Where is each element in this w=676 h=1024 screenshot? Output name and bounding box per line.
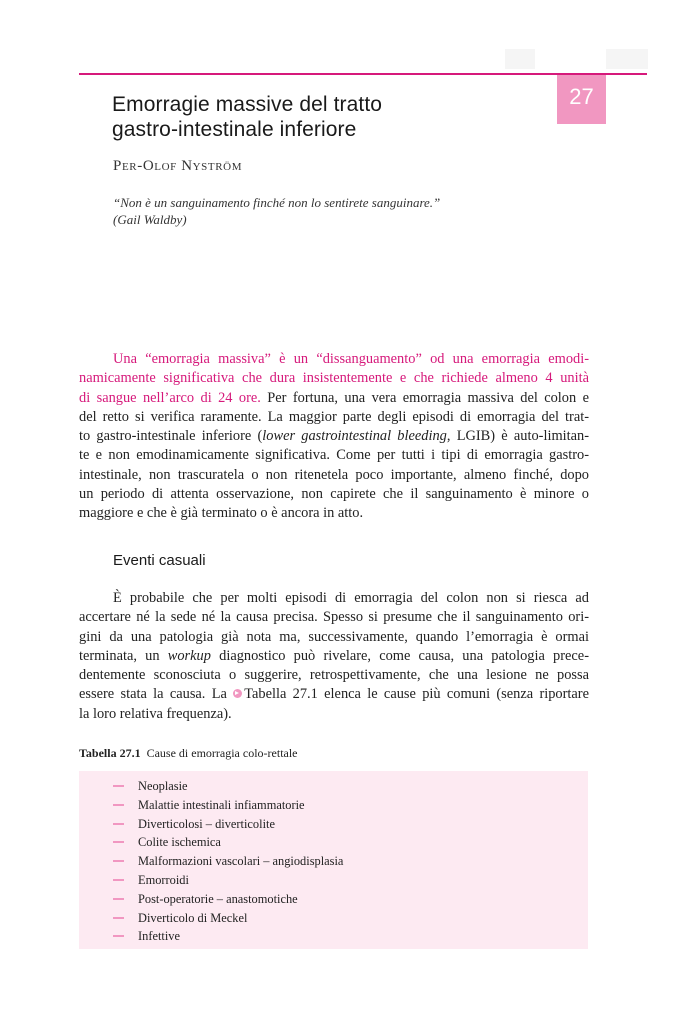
chapter-title-line1: Emorragie massive del tratto [112, 93, 383, 116]
table-list-item [79, 927, 343, 946]
table-item-text: Diverticolosi – diverticolite [138, 816, 275, 831]
text-span: Per fortuna, una vera emorragia massiva del colon e [260, 389, 589, 406]
table-item-text: Post-operatorie – anastomotiche [138, 891, 298, 906]
text-line: maggiore e che è già terminato o è ancora in atto. [79, 505, 364, 522]
text-line: namicamente significativa che dura insistentemente e che richiede almeno 4 unità [79, 370, 589, 387]
text-line: gini da una patologia già nota ma, successivamente, quando l’emorragia è ormai [79, 628, 589, 645]
author-smallcaps: ER [121, 161, 138, 173]
text-line: intestinale, non trascuratela o non ritenetela poco importante, almeno finché, dopo [79, 466, 589, 483]
text-span: terminata, un [79, 647, 168, 664]
header-strip [606, 49, 648, 69]
chapter-author [113, 158, 242, 175]
table-item-text: Infettive [138, 929, 180, 944]
table-list-item [79, 815, 343, 834]
dash-bullet-icon [113, 804, 124, 806]
chapter-title [112, 92, 542, 142]
highlight-text: di sangue nell’arco di 24 ore. [79, 389, 261, 406]
section-paragraph [79, 589, 589, 724]
table-item-text: Colite ischemica [138, 835, 221, 850]
table-list-item [79, 871, 343, 890]
table-list-item [79, 777, 343, 796]
text-span: essere stata la causa. La [79, 686, 234, 703]
table-list-item [79, 909, 343, 928]
text-span: elenca le cause più comuni (senza riportare [317, 686, 589, 703]
epigraph-quote: “Non è un sanguinamento finché non lo sentirete sanguinare.” [113, 195, 441, 210]
author-initial: -O [137, 158, 155, 174]
author-initial: P [113, 158, 122, 174]
author-smallcaps: YSTRÖM [192, 161, 243, 173]
table-list-item [79, 852, 343, 871]
table-item-text: Neoplasie [138, 779, 188, 793]
table-item-text: Malattie intestinali infiammatorie [138, 797, 305, 812]
dash-bullet-icon [113, 823, 124, 825]
table-item-text: Malformazioni vascolari – angiodisplasia [138, 854, 344, 869]
section-heading: Eventi casuali [113, 552, 206, 569]
text-line [79, 427, 589, 446]
chapter-title-line2: gastro-intestinale inferiore [112, 118, 357, 141]
dash-bullet-icon [113, 917, 124, 919]
table-box [79, 771, 588, 949]
text-span: diagnostico può rivelare, come causa, una patologia prece- [210, 647, 589, 664]
table-reference-icon [233, 689, 242, 698]
table-caption-label: Tabella 27.1 [79, 746, 141, 760]
text-line: È probabile che per molti episodi di emorragia del colon non si riesca ad [113, 590, 589, 606]
epigraph-attribution: (Gail Waldby) [113, 212, 187, 227]
dash-bullet-icon [113, 785, 124, 787]
chapter-number-badge [557, 75, 606, 124]
epigraph [113, 194, 533, 228]
text-line [79, 647, 589, 666]
italic-term: workup [167, 647, 211, 664]
dash-bullet-icon [113, 879, 124, 881]
table-item-text: Emorroidi [138, 872, 189, 887]
table-caption [79, 746, 298, 761]
text-line [79, 389, 589, 408]
text-line: del retto si verifica raramente. La maggior parte degli episodi di emorragia del trat- [79, 408, 589, 425]
table-caption-text: Cause di emorragia colo-rettale [140, 746, 298, 760]
dash-bullet-icon [113, 841, 124, 843]
author-initial: N [176, 158, 193, 174]
dash-bullet-icon [113, 935, 124, 937]
table-list-item [79, 833, 343, 852]
text-line [79, 685, 589, 704]
chapter-number: 27 [569, 84, 594, 109]
dash-bullet-icon [113, 860, 124, 862]
text-line: accertare né la sede né la causa precisa. Spesso si presume che il sanguinamento ori- [79, 609, 589, 626]
header-strip [505, 49, 535, 69]
text-line: Una “emorragia massiva” è un “dissanguamento” od una emorragia emodi- [113, 351, 589, 367]
author-smallcaps: LOF [154, 161, 177, 173]
table-list [79, 777, 343, 946]
text-span: to gastro-intestinale inferiore ( [79, 428, 263, 445]
intro-paragraph [79, 350, 589, 524]
text-line: un periodo di attenta osservazione, non capirete che il sanguinamento è minore o [79, 486, 589, 503]
table-item-text: Diverticolo di Meckel [138, 910, 248, 925]
text-line: te e non emodinamicamente significativa. Come per tutti i tipi di emorragia gastro- [79, 447, 589, 464]
table-reference-link[interactable]: Tabella 27.1 [244, 686, 318, 703]
table-list-item [79, 890, 343, 909]
dash-bullet-icon [113, 898, 124, 900]
text-line: dentemente sconosciuta o suggerire, retrospettivamente, che una lesione ne possa [79, 667, 589, 684]
italic-term: lower gastrointestinal bleeding [262, 428, 447, 445]
table-list-item [79, 796, 343, 815]
text-line: la loro relativa frequenza). [79, 705, 232, 722]
text-span: , LGIB) è auto-limitan- [446, 428, 590, 445]
